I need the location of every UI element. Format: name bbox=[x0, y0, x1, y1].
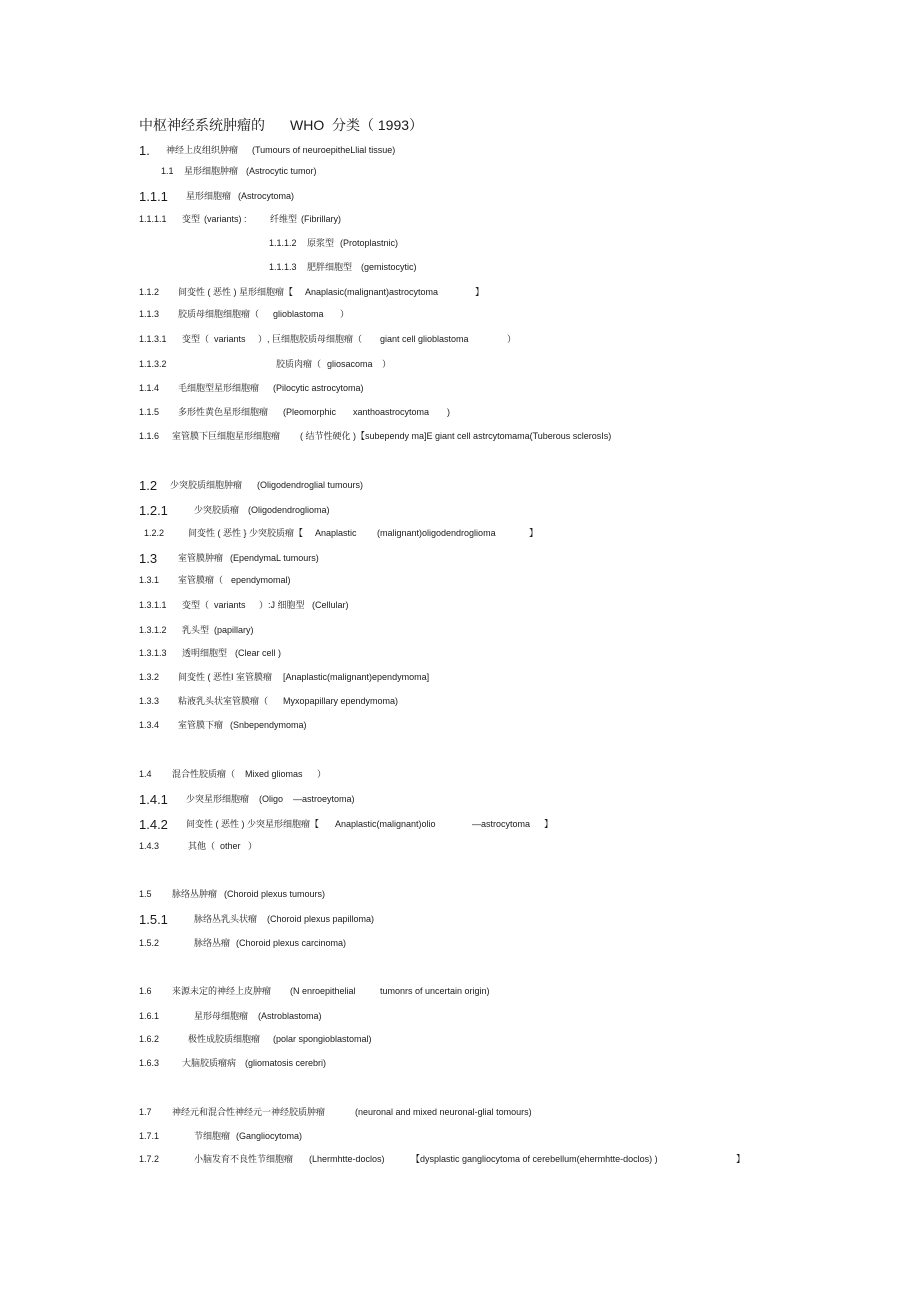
item-zh: 变型（ bbox=[182, 600, 210, 610]
item-zh: 透明细胞型 bbox=[182, 648, 228, 658]
item-en: (Choroid plexus carcinoma) bbox=[236, 938, 347, 948]
item-zh: 原浆型 bbox=[307, 238, 335, 248]
item-en: (Lhermhtte-doclos) bbox=[309, 1154, 385, 1164]
outline-item bbox=[0, 1058, 327, 1104]
item-end: 】 bbox=[475, 287, 485, 297]
item-zh: 室管膜瘤（ bbox=[178, 575, 224, 585]
item-en: Anaplastic(malignant)olio bbox=[335, 819, 436, 829]
item-zh: 脉络丛瘤 bbox=[194, 938, 231, 948]
item-en-2: xanthoastrocytoma bbox=[353, 407, 430, 417]
item-number: 1.4 bbox=[139, 769, 152, 779]
item-zh: 脉络丛乳头状瘤 bbox=[194, 914, 258, 924]
item-en: (Astrocytoma) bbox=[238, 191, 295, 201]
item-number: 1.1 bbox=[161, 166, 174, 176]
item-en: Myxopapillary ependymoma) bbox=[283, 696, 399, 706]
item-zh: 间变性 ( 恶性 ) 少突星形细胞瘤【 bbox=[186, 819, 319, 829]
item-en: (Snbependymoma) bbox=[230, 720, 307, 730]
item-zh: 室管膜下巨细胞星形细胞瘤 bbox=[172, 431, 281, 441]
item-en: (Astroblastoma) bbox=[258, 1011, 322, 1021]
item-zh: 肥胖细胞型 bbox=[307, 262, 353, 272]
item-number: 1.7.2 bbox=[139, 1154, 160, 1164]
item-number: 1.5.1 bbox=[139, 912, 168, 927]
item-en: (gliomatosis cerebri) bbox=[245, 1058, 327, 1068]
item-en: (EpendymaL tumours) bbox=[230, 553, 319, 563]
item-zh: 小脑发育不良性节细胞瘤 bbox=[194, 1154, 294, 1164]
item-number: 1.1.3.2 bbox=[139, 359, 167, 369]
item-number: 1.1.1.1 bbox=[139, 214, 167, 224]
item-number: 1.3.1 bbox=[139, 575, 160, 585]
item-end: ） bbox=[507, 334, 517, 344]
item-number: 1.7.1 bbox=[139, 1131, 160, 1141]
outline-item bbox=[0, 431, 612, 477]
item-en: (Oligodendroglial tumours) bbox=[257, 480, 364, 490]
item-zh-2: ）:J 细胞型 bbox=[259, 600, 305, 610]
item-en-2: giant cell glioblastoma bbox=[380, 334, 469, 344]
item-number: 1.6.2 bbox=[139, 1034, 160, 1044]
item-en-2: (malignant)oligodendroglioma bbox=[377, 528, 496, 538]
item-zh: 变型（ bbox=[182, 334, 210, 344]
item-end: ） bbox=[340, 309, 350, 319]
item-end: ) bbox=[447, 407, 450, 417]
item-zh: 脉络丛肿瘤 bbox=[172, 889, 218, 899]
item-number: 1.1.1.3 bbox=[269, 262, 297, 272]
item-number: 1.2.1 bbox=[139, 503, 168, 518]
item-en: [Anaplastic(malignant)ependymoma] bbox=[283, 672, 430, 682]
item-zh: 毛细胞型星形细胞瘤 bbox=[178, 383, 260, 393]
item-zh: 室管膜肿瘤 bbox=[178, 553, 224, 563]
item-number: 1.2 bbox=[139, 478, 158, 493]
item-zh: 多形性黄色星形细胞瘤 bbox=[178, 407, 269, 417]
item-zh: 其他（ bbox=[188, 841, 216, 851]
item-en-2: (Fibrillary) bbox=[301, 214, 341, 224]
item-end: ） bbox=[317, 769, 327, 779]
item-zh: 胶质母细胞细胞瘤（ bbox=[178, 309, 260, 319]
outline-item bbox=[0, 720, 307, 766]
item-en: ( 结节性硬化 )【subependy ma]E giant cell astrcytomama(Tuberous sclerosIs) bbox=[300, 431, 612, 441]
item-number: 1.5.2 bbox=[139, 938, 160, 948]
item-number: 1.4.2 bbox=[139, 817, 168, 832]
item-en: (Protoplastnic) bbox=[340, 238, 399, 248]
item-en: (Astrocytic tumor) bbox=[246, 166, 317, 176]
item-number: 1.3.1.1 bbox=[139, 600, 167, 610]
item-number: 1.1.1 bbox=[139, 189, 168, 204]
item-en: glioblastoma bbox=[273, 309, 324, 319]
item-number: 1.4.1 bbox=[139, 792, 168, 807]
item-en: gliosacoma bbox=[327, 359, 373, 369]
item-zh: 星形母细胞瘤 bbox=[194, 1011, 249, 1021]
item-en-2: 【dysplastic gangliocytoma of cerebellum(ehermhtte-doclos) ) bbox=[411, 1154, 658, 1164]
item-zh: 星形细胞肿瘤 bbox=[184, 166, 239, 176]
item-zh-2: ）, 巨细胞胶质母细胞瘤（ bbox=[258, 334, 363, 344]
item-en: ependymomal) bbox=[231, 575, 291, 585]
item-number: 1.1.6 bbox=[139, 431, 160, 441]
item-en-2: —astroeytoma) bbox=[293, 794, 355, 804]
item-en: other bbox=[220, 841, 241, 851]
item-en: (neuronal and mixed neuronal-glial tomours) bbox=[355, 1107, 532, 1117]
item-en: variants bbox=[214, 334, 246, 344]
item-number: 1.1.3 bbox=[139, 309, 160, 319]
item-number: 1.6 bbox=[139, 986, 152, 996]
item-en: Anaplastic bbox=[315, 528, 357, 538]
item-number: 1.3.4 bbox=[139, 720, 160, 730]
item-number: 1.4.3 bbox=[139, 841, 160, 851]
item-en: (variants) : bbox=[204, 214, 247, 224]
item-zh-2: 纤维型 bbox=[270, 214, 298, 224]
item-en-2: tumonrs of uncertain origin) bbox=[380, 986, 490, 996]
item-number: 1.1.5 bbox=[139, 407, 160, 417]
item-end: ） bbox=[248, 841, 258, 851]
item-en: (N enroepithelial bbox=[290, 986, 356, 996]
item-zh: 室管膜下瘤 bbox=[178, 720, 224, 730]
item-number: 1.1.2 bbox=[139, 287, 160, 297]
item-number: 1.5 bbox=[139, 889, 152, 899]
item-number: 1.3.2 bbox=[139, 672, 160, 682]
item-number: 1.3 bbox=[139, 551, 158, 566]
item-end: 】 bbox=[544, 819, 554, 829]
item-en-2: —astrocytoma bbox=[472, 819, 531, 829]
item-zh: 胶质肉瘤（ bbox=[276, 359, 322, 369]
item-number: 1.3.1.3 bbox=[139, 648, 167, 658]
item-number: 1.7 bbox=[139, 1107, 152, 1117]
item-zh: 乳头型 bbox=[182, 625, 210, 635]
item-zh: 大脑胶质瘤病 bbox=[182, 1058, 237, 1068]
item-zh: 少突胶质瘤 bbox=[194, 505, 240, 515]
item-en: (polar spongioblastomal) bbox=[273, 1034, 372, 1044]
item-zh: 来源未定的神经上皮肿瘤 bbox=[172, 986, 272, 996]
item-number: 1.1.4 bbox=[139, 383, 160, 393]
item-en: (papillary) bbox=[214, 625, 254, 635]
outline-item bbox=[0, 1154, 746, 1218]
outline-item bbox=[0, 938, 347, 984]
item-zh: 节细胞瘤 bbox=[194, 1131, 231, 1141]
item-end: 】 bbox=[736, 1154, 746, 1164]
item-number: 1.1.1.2 bbox=[269, 238, 297, 248]
item-zh: 间变性 ( 恶性I 室管膜瘤 bbox=[178, 672, 272, 682]
title-zh: 中枢神经系统肿瘤的 bbox=[139, 117, 265, 133]
title-who: WHO 分类（ 1993） bbox=[290, 117, 424, 133]
item-en: (Choroid plexus papilloma) bbox=[267, 914, 375, 924]
item-en: (Oligodendroglioma) bbox=[248, 505, 330, 515]
item-en: (Clear cell ) bbox=[235, 648, 282, 658]
item-en: variants bbox=[214, 600, 246, 610]
item-zh: 星形细胞瘤 bbox=[186, 191, 232, 201]
item-zh: 混合性胶质瘤（ bbox=[172, 769, 236, 779]
item-en: (Choroid plexus tumours) bbox=[224, 889, 326, 899]
item-en: (Oligo bbox=[259, 794, 284, 804]
item-en: (Tumours of neuroepitheLlial tissue) bbox=[252, 145, 396, 155]
item-en: (Pilocytic astrocytoma) bbox=[273, 383, 364, 393]
item-zh: 间变性 ( 恶性 ) 星形细胞瘤【 bbox=[178, 287, 293, 297]
item-en: Mixed gliomas bbox=[245, 769, 303, 779]
item-zh: 极性成胶质细胞瘤 bbox=[188, 1034, 261, 1044]
item-en: (Pleomorphic bbox=[283, 407, 337, 417]
item-number: 1.1.3.1 bbox=[139, 334, 167, 344]
item-en-2: (Cellular) bbox=[312, 600, 349, 610]
item-number: 1.3.1.2 bbox=[139, 625, 167, 635]
item-en: Anaplasic(malignant)astrocytoma bbox=[305, 287, 439, 297]
item-en: (Gangliocytoma) bbox=[236, 1131, 303, 1141]
item-zh: 少突胶质细胞肿瘤 bbox=[170, 480, 243, 490]
item-zh: 变型 bbox=[182, 214, 201, 224]
item-end: 】 bbox=[529, 528, 539, 538]
item-number: 1.6.1 bbox=[139, 1011, 160, 1021]
item-end: ） bbox=[382, 359, 392, 369]
item-number: 1.2.2 bbox=[144, 528, 165, 538]
item-zh: 神经元和混合性神经元一神经胶质肿瘤 bbox=[172, 1107, 326, 1117]
item-zh: 少突星形细胞瘤 bbox=[186, 794, 250, 804]
item-en: (gemistocytic) bbox=[361, 262, 417, 272]
item-zh: 粘液乳头状室管膜瘤（ bbox=[178, 696, 269, 706]
item-zh: 间变性 ( 恶性 } 少突胶质瘤【 bbox=[188, 528, 304, 538]
item-number: 1. bbox=[139, 143, 150, 158]
item-zh: 神经上皮组织肿瘤 bbox=[166, 145, 239, 155]
item-number: 1.3.3 bbox=[139, 696, 160, 706]
item-number: 1.6.3 bbox=[139, 1058, 160, 1068]
